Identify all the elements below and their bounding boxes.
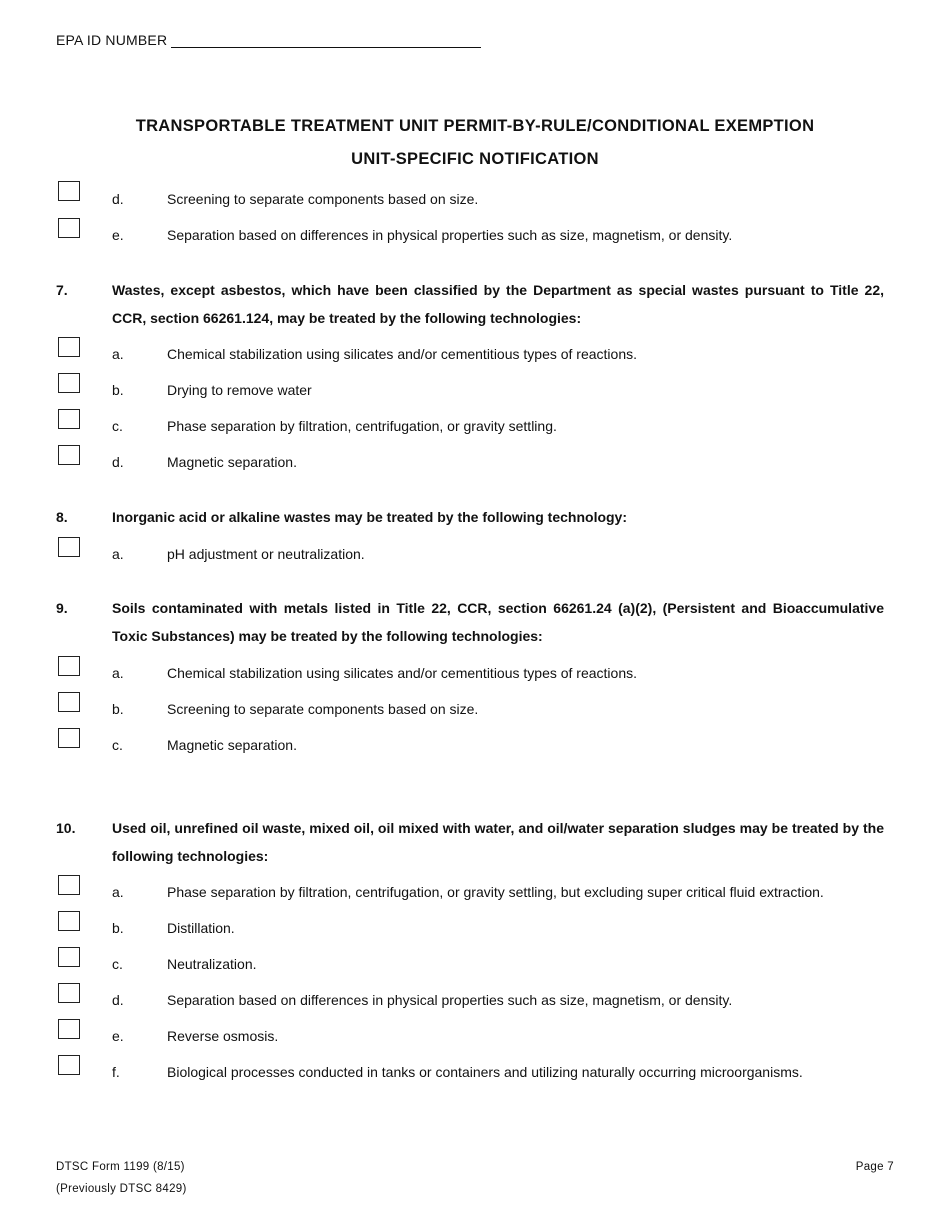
q7-text: Wastes, except asbestos, which have been classified by the Department as special wastes pursuant to Title 22, CCR, section 66261.124, may be treated by the following technologies: bbox=[112, 282, 884, 326]
checkbox[interactable] bbox=[58, 1019, 80, 1039]
q7-number: 7. bbox=[56, 282, 68, 298]
item-letter: c. bbox=[112, 418, 123, 434]
item-letter: f. bbox=[112, 1064, 120, 1080]
item-text: Screening to separate components based on size. bbox=[167, 191, 479, 207]
checkbox[interactable] bbox=[58, 337, 80, 357]
item-text: Chemical stabilization using silicates and/or cementitious types of reactions. bbox=[167, 665, 638, 681]
item-letter: b. bbox=[112, 701, 124, 717]
item-text: Reverse osmosis. bbox=[167, 1028, 279, 1044]
item-letter: a. bbox=[112, 665, 124, 681]
checkbox[interactable] bbox=[58, 875, 80, 895]
item-text: Distillation. bbox=[167, 920, 235, 936]
item-text: Separation based on differences in physical properties such as size, magnetism, or density. bbox=[167, 227, 733, 243]
checkbox[interactable] bbox=[58, 983, 80, 1003]
item-letter: e. bbox=[112, 1028, 124, 1044]
item-text: Screening to separate components based on size. bbox=[167, 701, 479, 717]
checkbox[interactable] bbox=[58, 947, 80, 967]
q10-number: 10. bbox=[56, 820, 76, 836]
item-text: Separation based on differences in physical properties such as size, magnetism, or density. bbox=[167, 992, 733, 1008]
checkbox[interactable] bbox=[58, 1055, 80, 1075]
item-text: Chemical stabilization using silicates and/or cementitious types of reactions. bbox=[167, 346, 638, 362]
page-title: TRANSPORTABLE TREATMENT UNIT PERMIT-BY-RULE/CONDITIONAL EXEMPTION bbox=[135, 117, 815, 135]
q8-number: 8. bbox=[56, 509, 68, 525]
item-text: Magnetic separation. bbox=[167, 737, 297, 753]
footer-page-number: Page 7 bbox=[855, 1161, 894, 1173]
item-letter: c. bbox=[112, 737, 123, 753]
checkbox[interactable] bbox=[58, 728, 80, 748]
page-subtitle: UNIT-SPECIFIC NOTIFICATION bbox=[351, 150, 599, 168]
item-text: Phase separation by filtration, centrifugation, or gravity settling. bbox=[167, 418, 557, 434]
checkbox[interactable] bbox=[58, 445, 80, 465]
checkbox[interactable] bbox=[58, 911, 80, 931]
item-text: Biological processes conducted in tanks or containers and utilizing naturally occurring microorganisms. bbox=[167, 1064, 803, 1080]
item-text: pH adjustment or neutralization. bbox=[167, 546, 365, 562]
item-letter: b. bbox=[112, 382, 124, 398]
item-letter: e. bbox=[112, 227, 124, 243]
checkbox[interactable] bbox=[58, 409, 80, 429]
checkbox[interactable] bbox=[58, 181, 80, 201]
checkbox[interactable] bbox=[58, 692, 80, 712]
checkbox[interactable] bbox=[58, 218, 80, 238]
epa-id-input-line[interactable] bbox=[171, 33, 481, 48]
item-text: Magnetic separation. bbox=[167, 454, 297, 470]
item-letter: d. bbox=[112, 992, 124, 1008]
item-letter: c. bbox=[112, 956, 123, 972]
checkbox[interactable] bbox=[58, 373, 80, 393]
item-letter: a. bbox=[112, 346, 124, 362]
epa-id-row bbox=[56, 32, 481, 48]
item-letter: d. bbox=[112, 454, 124, 470]
checkbox[interactable] bbox=[58, 537, 80, 557]
item-letter: b. bbox=[112, 920, 124, 936]
item-letter: d. bbox=[112, 191, 124, 207]
q8-text: Inorganic acid or alkaline wastes may be treated by the following technology: bbox=[112, 509, 628, 525]
epa-id-label: EPA ID NUMBER bbox=[56, 32, 168, 48]
footer-form-number: DTSC Form 1199 (8/15) bbox=[56, 1161, 185, 1173]
q9-text: Soils contaminated with metals listed in Title 22, CCR, section 66261.24 (a)(2), (Persistent and Bioaccumulative Toxic Substances) may be treated by the following technologies: bbox=[112, 600, 884, 644]
q10-text: Used oil, unrefined oil waste, mixed oil, oil mixed with water, and oil/water separation sludges may be treated by the following technologies: bbox=[112, 820, 884, 864]
item-text: Drying to remove water bbox=[167, 382, 312, 398]
item-letter: a. bbox=[112, 884, 124, 900]
footer-previous-form: (Previously DTSC 8429) bbox=[56, 1183, 187, 1195]
q9-number: 9. bbox=[56, 600, 68, 616]
checkbox[interactable] bbox=[58, 656, 80, 676]
item-text: Phase separation by filtration, centrifugation, or gravity settling, but excluding super critical fluid extraction. bbox=[167, 884, 824, 900]
item-letter: a. bbox=[112, 546, 124, 562]
item-text: Neutralization. bbox=[167, 956, 257, 972]
